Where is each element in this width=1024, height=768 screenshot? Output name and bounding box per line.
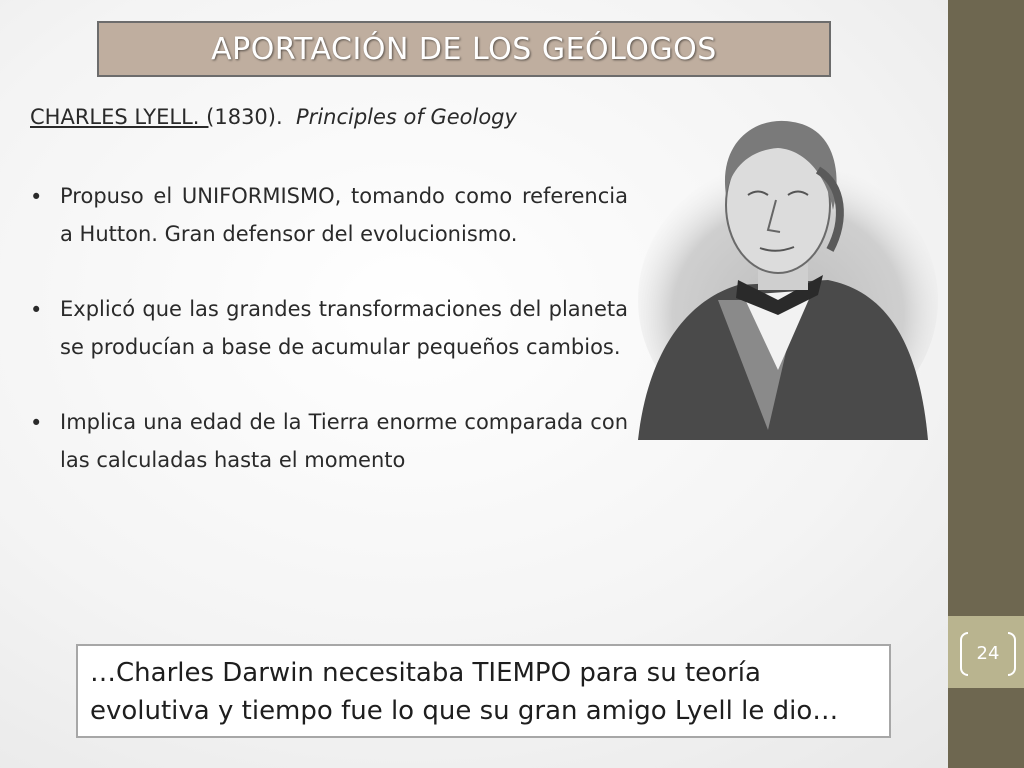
slide-title: APORTACIÓN DE LOS GEÓLOGOS — [211, 31, 717, 67]
bullet-item — [30, 404, 628, 479]
page-number-text: 24 — [976, 643, 1000, 664]
bullet-item — [30, 291, 628, 366]
bullet-icon: • — [30, 411, 43, 435]
publication-year: 1830). — [214, 105, 283, 129]
bullet-text: Explicó que las grandes transformaciones del planeta se producían a base de acumular pequeños cambios. — [60, 297, 628, 359]
bullet-list — [30, 178, 628, 517]
author-name: CHARLES LYELL. ( — [30, 105, 215, 129]
bullet-icon: • — [30, 185, 43, 209]
bullet-icon: • — [30, 298, 43, 322]
book-title: Principles of Geology — [296, 105, 517, 129]
left-bracket-decoration — [960, 632, 968, 676]
page-number — [960, 632, 1016, 676]
right-bracket-decoration — [1008, 632, 1016, 676]
slide-title-box — [97, 21, 831, 77]
bullet-item — [30, 178, 628, 253]
portrait-image — [618, 100, 938, 440]
bullet-text: Implica una edad de la Tierra enorme comparada con las calculadas hasta el momento — [60, 410, 628, 472]
quote-box — [76, 644, 891, 738]
subtitle — [30, 105, 517, 129]
bullet-text: Propuso el UNIFORMISMO, tomando como referencia a Hutton. Gran defensor del evolucionismo. — [60, 184, 628, 246]
quote-text: …Charles Darwin necesitaba TIEMPO para su teoría evolutiva y tiempo fue lo que su gran amigo Lyell le dio… — [90, 658, 839, 726]
